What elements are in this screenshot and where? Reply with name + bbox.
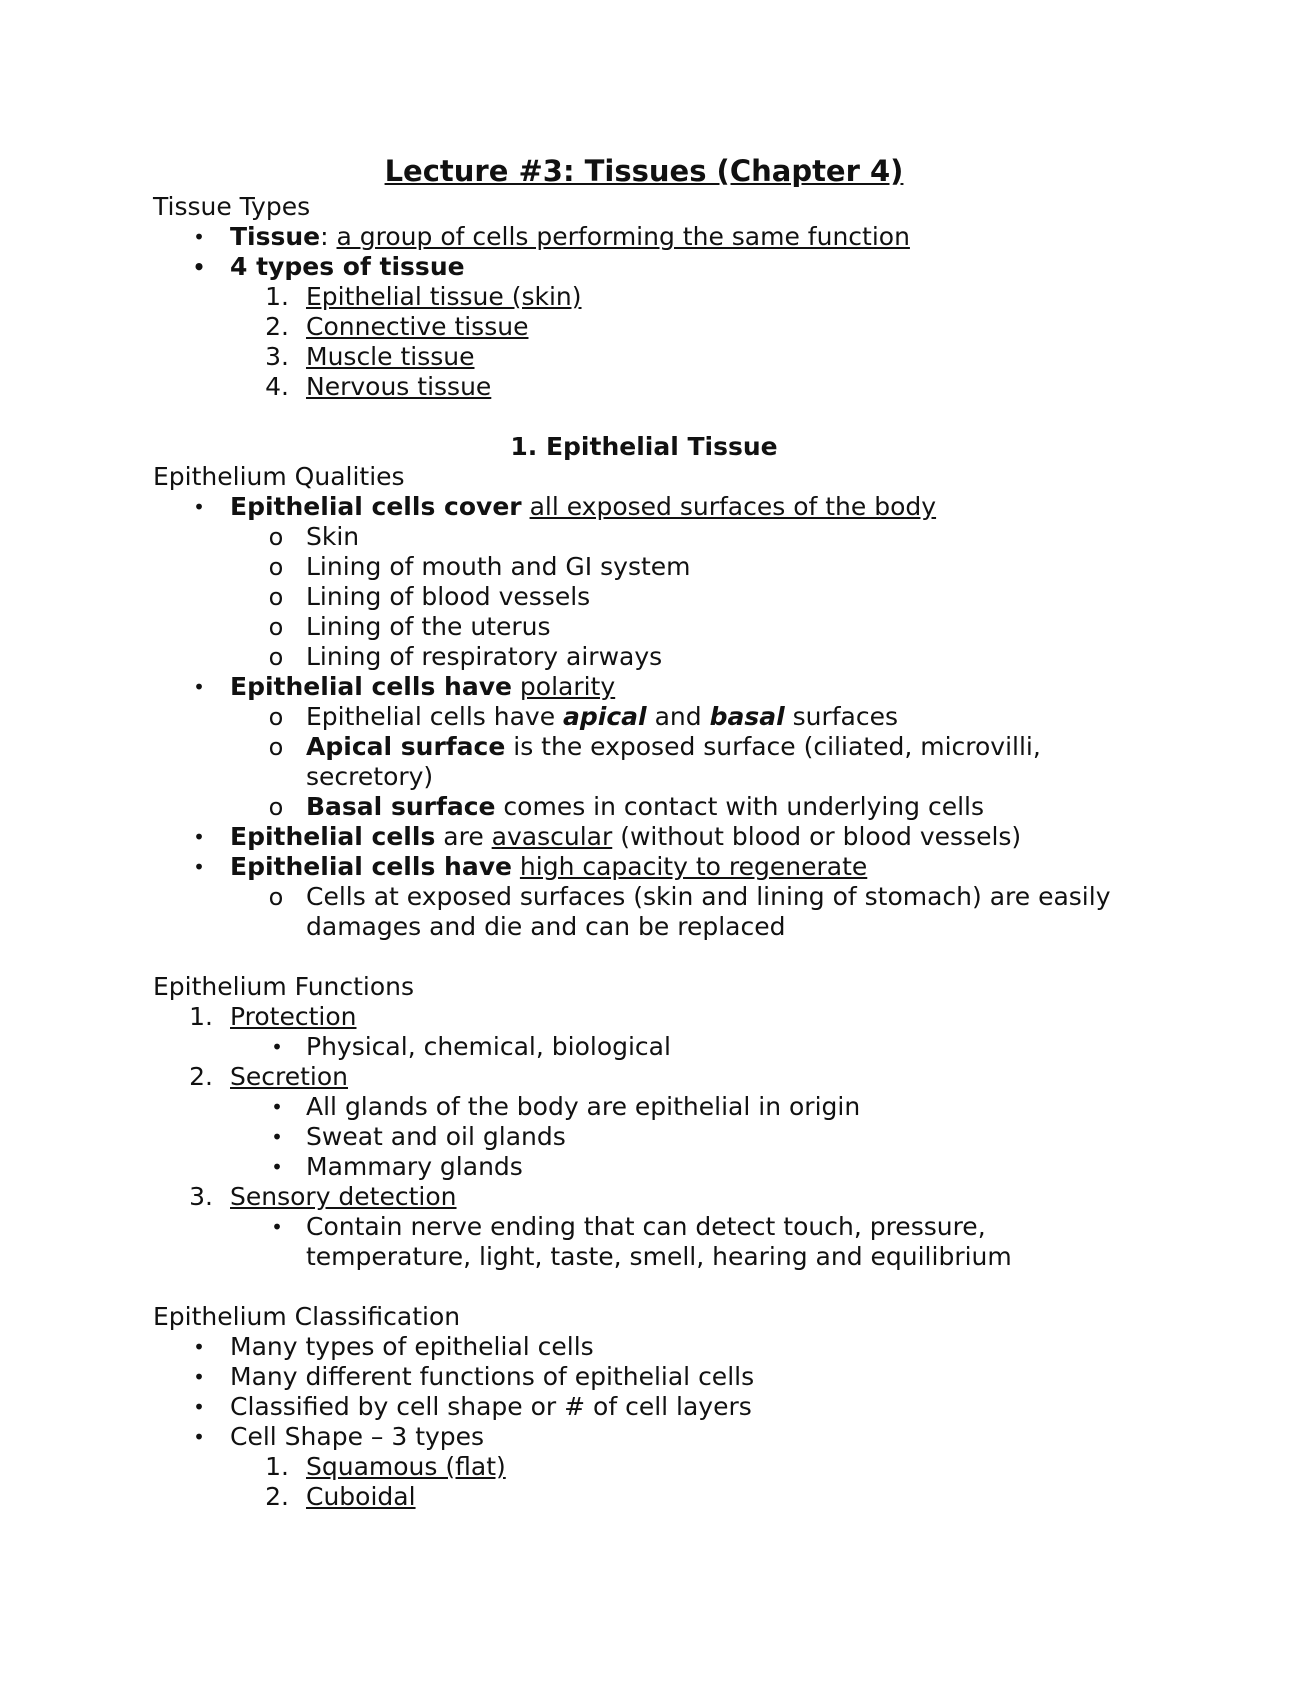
circle-marker: o: [268, 883, 284, 911]
bullet-marker: •: [193, 225, 205, 249]
bullet-marker: •: [193, 1425, 205, 1449]
list-number: 1.: [189, 1002, 213, 1031]
bold-text: Apical surface: [306, 732, 506, 761]
continuation-line: temperature, light, taste, smell, hearing and equilibrium: [306, 1242, 1012, 1271]
item-text: Physical, chemical, biological: [306, 1032, 671, 1061]
bullet-marker: •: [271, 1155, 283, 1179]
bullet-marker: •: [271, 1035, 283, 1059]
list-item: [153, 1332, 1153, 1362]
continuation-line: secretory): [306, 762, 434, 791]
list-number: 1.: [265, 282, 289, 311]
tissue-definition: a group of cells performing the same function: [336, 222, 910, 251]
bold-text: Epithelial cells: [230, 822, 436, 851]
list-item: [153, 1212, 1153, 1242]
list-item: [153, 1182, 1153, 1212]
tissue-type-label: Muscle tissue: [306, 342, 475, 371]
function-label: Secretion: [230, 1062, 348, 1091]
list-item: [153, 882, 1153, 912]
shape-label: Cuboidal: [306, 1482, 416, 1511]
underlined-text: all exposed surfaces of the body: [529, 492, 937, 521]
list-item: [153, 1032, 1153, 1062]
list-item: [153, 702, 1153, 732]
list-item: [153, 732, 1153, 762]
item-text: and: [646, 702, 710, 731]
list-item: [153, 582, 1153, 612]
list-item: [153, 312, 1153, 342]
underlined-text: high capacity to regenerate: [519, 852, 868, 881]
spacer: [153, 1272, 1153, 1302]
list-number: 3.: [265, 342, 289, 371]
list-item: [153, 792, 1153, 822]
underlined-text: polarity: [519, 672, 616, 701]
circle-marker: o: [268, 643, 284, 671]
item-text: Many different functions of epithelial cells: [230, 1362, 755, 1391]
item-text: Lining of respiratory airways: [306, 642, 663, 671]
bullet-marker: •: [271, 1095, 283, 1119]
bullet-marker: •: [192, 255, 206, 279]
section-heading-tissue-types: Tissue Types: [153, 192, 311, 221]
function-label: Protection: [230, 1002, 357, 1031]
list-item: [153, 372, 1153, 402]
list-number: 4.: [265, 372, 289, 401]
list-item: [153, 522, 1153, 552]
bold-italic-text: apical: [563, 702, 647, 731]
list-item: [153, 822, 1153, 852]
bullet-marker: •: [193, 1335, 205, 1359]
circle-marker: o: [268, 523, 284, 551]
list-item: [153, 1452, 1153, 1482]
list-item: [153, 342, 1153, 372]
list-item: [153, 1122, 1153, 1152]
list-number: 2.: [189, 1062, 213, 1091]
circle-marker: o: [268, 553, 284, 581]
bold-italic-text: basal: [709, 702, 785, 731]
item-text: Mammary glands: [306, 1152, 523, 1181]
list-item: [153, 1152, 1153, 1182]
list-item: [153, 1062, 1153, 1092]
list-item: [153, 492, 1153, 522]
bullet-marker: •: [193, 495, 205, 519]
list-number: 3.: [189, 1182, 213, 1211]
item-text: Epithelial cells have: [306, 702, 564, 731]
item-text: Many types of epithelial cells: [230, 1332, 594, 1361]
bullet-marker: •: [193, 825, 205, 849]
list-item: [153, 672, 1153, 702]
subsection-heading-functions: Epithelium Functions: [153, 972, 415, 1001]
circle-marker: o: [268, 793, 284, 821]
continuation-line: damages and die and can be replaced: [306, 912, 786, 941]
item-text: Cell Shape – 3 types: [230, 1422, 485, 1451]
underlined-text: avascular: [491, 822, 613, 851]
bullet-marker: •: [193, 1395, 205, 1419]
tissue-type-label: Epithelial tissue (skin): [306, 282, 582, 311]
list-item: [153, 1002, 1153, 1032]
item-text: (without blood or blood vessels): [612, 822, 1022, 851]
list-item: [153, 282, 1153, 312]
circle-marker: o: [268, 613, 284, 641]
bold-text: Epithelial cells have: [230, 852, 512, 881]
item-text: Sweat and oil glands: [306, 1122, 566, 1151]
list-item: [153, 252, 1153, 282]
spacer: [153, 942, 1153, 972]
list-item: [153, 552, 1153, 582]
bullet-marker: •: [193, 855, 205, 879]
colon: :: [320, 222, 337, 251]
list-item: [153, 1422, 1153, 1452]
item-text: Lining of the uterus: [306, 612, 551, 641]
item-text: Lining of mouth and GI system: [306, 552, 691, 581]
list-number: 1.: [265, 1452, 289, 1481]
item-text: comes in contact with underlying cells: [495, 792, 985, 821]
list-number: 2.: [265, 1482, 289, 1511]
spacer: [153, 402, 1153, 432]
circle-marker: o: [268, 703, 284, 731]
bullet-marker: •: [271, 1125, 283, 1149]
list-item: [153, 1362, 1153, 1392]
tissue-type-label: Nervous tissue: [306, 372, 492, 401]
item-text: Cells at exposed surfaces (skin and lining of stomach) are easily: [306, 882, 1111, 911]
circle-marker: o: [268, 583, 284, 611]
tissue-type-label: Connective tissue: [306, 312, 529, 341]
section-heading-epithelial: 1. Epithelial Tissue: [510, 432, 778, 461]
function-label: Sensory detection: [230, 1182, 457, 1211]
item-text: is the exposed surface (ciliated, microvilli,: [505, 732, 1041, 761]
list-item: [153, 1392, 1153, 1422]
types-heading: 4 types of tissue: [230, 252, 465, 281]
list-number: 2.: [265, 312, 289, 341]
item-text: Skin: [306, 522, 360, 551]
bullet-marker: •: [193, 1365, 205, 1389]
shape-label: Squamous (flat): [306, 1452, 506, 1481]
bold-text: Epithelial cells have: [230, 672, 512, 701]
item-text: are: [435, 822, 492, 851]
document-content: [153, 150, 1153, 1512]
bullet-marker: •: [193, 675, 205, 699]
subsection-heading-qualities: Epithelium Qualities: [153, 462, 405, 491]
term-tissue: Tissue: [230, 222, 321, 251]
item-text: surfaces: [784, 702, 899, 731]
bullet-marker: •: [271, 1215, 283, 1239]
item-text: Lining of blood vessels: [306, 582, 591, 611]
list-item: [153, 222, 1153, 252]
page-title: Lecture #3: Tissues (Chapter 4): [384, 154, 904, 188]
bold-text: Basal surface: [306, 792, 496, 821]
list-item: [153, 852, 1153, 882]
item-text: Classified by cell shape or # of cell layers: [230, 1392, 752, 1421]
circle-marker: o: [268, 733, 284, 761]
bold-text: Epithelial cells cover: [230, 492, 522, 521]
item-text: Contain nerve ending that can detect touch, pressure,: [306, 1212, 986, 1241]
subsection-heading-classification: Epithelium Classification: [153, 1302, 461, 1331]
list-item: [153, 1482, 1153, 1512]
item-text: All glands of the body are epithelial in origin: [306, 1092, 861, 1121]
list-item: [153, 612, 1153, 642]
list-item: [153, 642, 1153, 672]
list-item: [153, 1092, 1153, 1122]
